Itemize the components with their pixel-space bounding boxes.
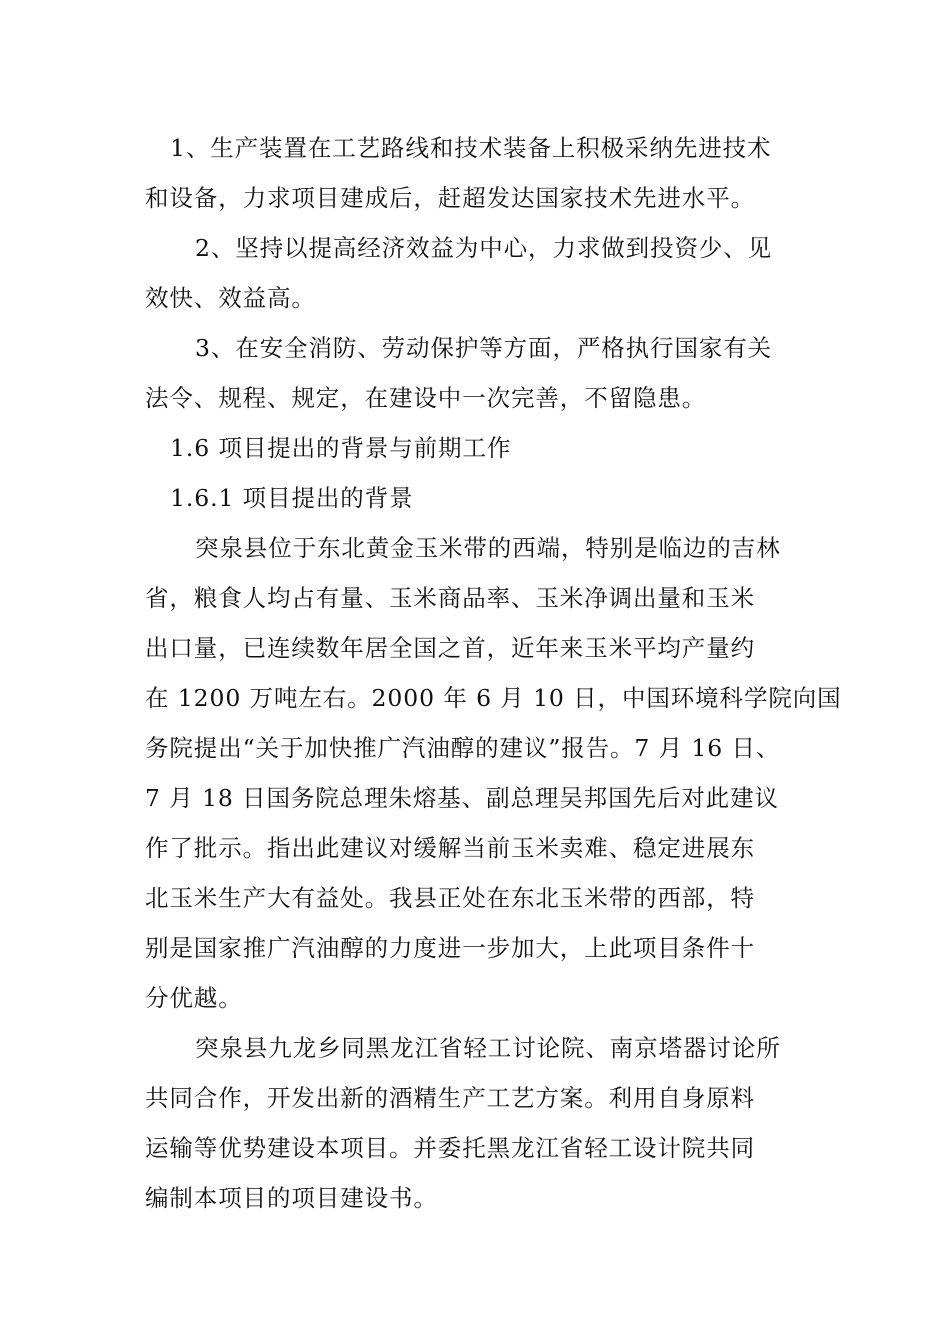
text-line: 2、坚持以提高经济效益为中心，力求做到投资少、见 (195, 234, 773, 262)
text-line: 务院提出“关于加快推广汽油醇的建议”报告。7 月 16 日、 (145, 734, 781, 762)
text-line: 编制本项目的项目建设书。 (145, 1184, 438, 1212)
text-line: 3、在安全消防、劳动保护等方面，严格执行国家有关 (195, 334, 773, 362)
text-line: 分优越。 (145, 984, 243, 1012)
text-line: 北玉米生产大有益处。我县正处在东北玉米带的西部，特 (145, 884, 755, 912)
text-line: 别是国家推广汽油醇的力度进一步加大，上此项目条件十 (145, 934, 755, 962)
text-line: 法令、规程、规定，在建设中一次完善，不留隐患。 (145, 384, 707, 412)
text-line: 7 月 18 日国务院总理朱熔基、副总理吴邦国先后对此建议 (145, 784, 779, 812)
section-heading: 1.6 项目提出的背景与前期工作 (170, 434, 512, 462)
text-line: 运输等优势建设本项目。并委托黑龙江省轻工设计院共同 (145, 1134, 755, 1162)
text-line: 共同合作，开发出新的酒精生产工艺方案。利用自身原料 (145, 1084, 755, 1112)
text-line: 在 1200 万吨左右。2000 年 6 月 10 日，中国环境科学院向国 (145, 684, 842, 712)
text-line: 突泉县九龙乡同黑龙江省轻工讨论院、南京塔器讨论所 (195, 1034, 781, 1062)
text-line: 省，粮食人均占有量、玉米商品率、玉米净调出量和玉米 (145, 584, 755, 612)
subsection-heading: 1.6.1 项目提出的背景 (170, 484, 414, 512)
text-line: 效快、效益高。 (145, 284, 316, 312)
text-line: 作了批示。指出此建议对缓解当前玉米卖难、稳定进展东 (145, 834, 755, 862)
text-line: 和设备，力求项目建成后，赶超发达国家技术先进水平。 (145, 184, 755, 212)
text-line: 出口量，已连续数年居全国之首，近年来玉米平均产量约 (145, 634, 755, 662)
text-line: 1、生产装置在工艺路线和技术装备上积极采纳先进技术 (170, 134, 772, 162)
text-line: 突泉县位于东北黄金玉米带的西端，特别是临边的吉林 (195, 534, 781, 562)
